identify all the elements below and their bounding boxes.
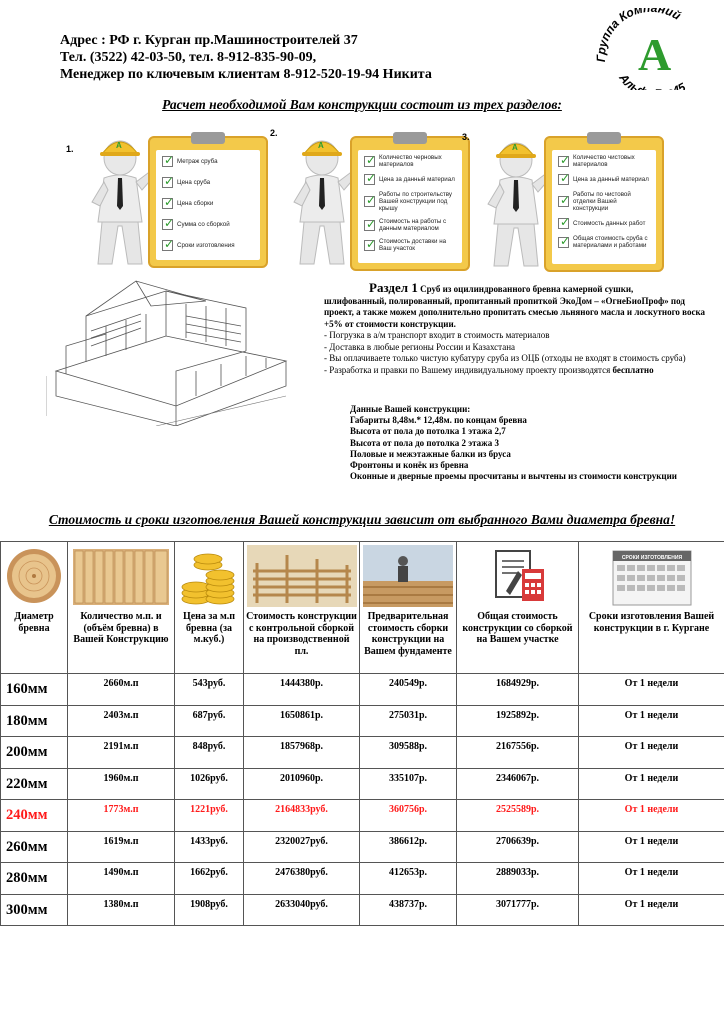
construction-cost-cell: 1444380р. (244, 674, 360, 706)
logo-emblem (596, 8, 706, 90)
checklist-item: ✓ Стоимость данных работ (558, 218, 650, 229)
checklist-item: ✓ Цена сруба (162, 177, 254, 188)
assembly-cost-cell: 275031р. (360, 705, 457, 737)
assembly-cost-cell: 335107р. (360, 768, 457, 800)
checklist-item: ✓ Стоимость доставки на Ваш участок (364, 238, 456, 252)
checklist-paper (156, 150, 260, 260)
checkbox-icon (364, 156, 375, 167)
assembly-cost-cell: 386612р. (360, 831, 457, 863)
section1-bullet: - Доставка в любые регионы России и Казахстана (324, 341, 516, 352)
table-row (1, 831, 724, 863)
checkbox-icon (364, 240, 375, 251)
table-row (1, 737, 724, 769)
section1-bullet: - Вы оплачиваете только чистую кубатуру сруба из ОЦБ (отходы не входят в стоимость сруба) (324, 353, 686, 363)
log-end-icon (4, 546, 64, 606)
price-table-body (1, 674, 724, 926)
section-title: Расчет необходимой Вам конструкции состоит из трех разделов: (162, 97, 562, 112)
quantity-cell: 1960м.п (68, 768, 175, 800)
total-cost-cell: 2346067р. (457, 768, 579, 800)
construction-cost-cell: 2164833руб. (244, 800, 360, 832)
assembly-cost-cell: 309588р. (360, 737, 457, 769)
quantity-cell: 1773м.п (68, 800, 175, 832)
construction-title: Данные Вашей конструкции: (350, 404, 471, 414)
price-cell: 1026руб. (175, 768, 244, 800)
price-cell: 848руб. (175, 737, 244, 769)
price-cell: 543руб. (175, 674, 244, 706)
table-header-row (1, 542, 724, 674)
step-number: 1. (66, 144, 74, 154)
company-logo (596, 8, 706, 90)
construction-cost-cell: 2320027руб. (244, 831, 360, 863)
section1-intro-lead: Сруб из оцилиндрованного бревна камерной сушки, (420, 284, 634, 294)
clipboard-clip (587, 132, 621, 144)
checkbox-icon (162, 177, 173, 188)
checklist-item: ✓ Метраж сруба (162, 156, 254, 167)
svg-text:А: А (116, 141, 122, 150)
diameter-cell: 280мм (1, 863, 68, 895)
table-row (1, 863, 724, 895)
quantity-cell: 2191м.п (68, 737, 175, 769)
step-panel-3 (458, 120, 668, 275)
col-assembly-cost: Предварительная стоимость сборки конструкции на Вашем фундаменте (360, 542, 457, 674)
helmet-man-figure (474, 132, 554, 272)
checkbox-icon (558, 156, 569, 167)
diameter-cell: 160мм (1, 674, 68, 706)
checklist-item: ✓ Работы по строительству Вашей конструкции под крышу (364, 191, 456, 212)
col-total-cost: Общая стоимость конструкции со сборкой на Вашем участке (457, 542, 579, 674)
col-diameter: Диаметр бревна (1, 542, 68, 674)
gold-coins-icon (178, 545, 240, 607)
diameter-cell: 300мм (1, 894, 68, 926)
production-time-cell: От 1 недели (579, 800, 724, 832)
production-time-cell: От 1 недели (579, 705, 724, 737)
quantity-cell: 1490м.п (68, 863, 175, 895)
construction-line: Высота от пола до потолка 1 этажа 2,7 (350, 426, 506, 437)
clipboard-clip (191, 132, 225, 144)
checkbox-icon (162, 240, 173, 251)
checkbox-icon (162, 198, 173, 209)
col-quantity: Количество м.п. и (объём бревна) в Вашей Конструкцию (68, 542, 175, 674)
checklist-paper (552, 150, 656, 264)
diameter-cell: 220мм (1, 768, 68, 800)
assembly-cost-cell: 240549р. (360, 674, 457, 706)
construction-line: Фронтоны и конёк из бревна (350, 460, 469, 471)
production-time-cell: От 1 недели (579, 768, 724, 800)
production-time-cell: От 1 недели (579, 831, 724, 863)
checkbox-icon (364, 196, 375, 207)
checklist-item: ✓ Цена сборки (162, 198, 254, 209)
quantity-cell: 2403м.п (68, 705, 175, 737)
calendar-icon (607, 545, 697, 607)
assembly-cost-cell: 360756р. (360, 800, 457, 832)
checklist-item: ✓ Цена за данный материал (364, 174, 456, 185)
price-cell: 687руб. (175, 705, 244, 737)
quantity-cell: 1619м.п (68, 831, 175, 863)
checkbox-icon (558, 174, 569, 185)
checkbox-icon (364, 174, 375, 185)
checklist-clipboard (544, 136, 664, 272)
checklist-item: ✓ Сумма со сборкой (162, 219, 254, 230)
checkbox-icon (558, 237, 569, 248)
calendar-label: СРОКИ ИЗГОТОВЛЕНИЯ (621, 555, 682, 561)
production-time-cell: От 1 недели (579, 894, 724, 926)
section1-free-text: бесплатно (612, 364, 654, 375)
step-panel-1 (62, 120, 272, 270)
table-row (1, 705, 724, 737)
table-title: Стоимость и сроки изготовления Вашей конструкции зависит от выбранного Вами диаметра бревна! (48, 512, 676, 527)
col-price: Цена за м.п бревна (за м.куб.) (175, 542, 244, 674)
checklist-item: ✓ Работы по чистовой отделки Вашей конструкции (558, 191, 650, 212)
logo-letter: А (638, 29, 672, 80)
quantity-cell: 1380м.п (68, 894, 175, 926)
phones-line: Тел. (3522) 42-03-50, тел. 8-912-835-90-09, (60, 50, 317, 65)
checklist-item: ✓ Цена за данный материал (558, 174, 650, 185)
checklist-clipboard (350, 136, 470, 271)
diameter-cell: 240мм (1, 800, 68, 832)
construction-cost-cell: 2633040руб. (244, 894, 360, 926)
construction-cost-cell: 1857968р. (244, 737, 360, 769)
checklist-clipboard (148, 136, 268, 268)
construction-data (330, 404, 720, 482)
checkbox-icon (162, 156, 173, 167)
address-line: Адрес : РФ г. Курган пр.Машиностроителей 37 (60, 33, 358, 48)
checkbox-icon (558, 196, 569, 207)
production-time-cell: От 1 недели (579, 863, 724, 895)
checklist-paper (358, 150, 462, 263)
clipboard-clip (393, 132, 427, 144)
price-cell: 1662руб. (175, 863, 244, 895)
contact-header (60, 32, 432, 83)
price-table (0, 541, 724, 926)
construction-line: Оконные и дверные проемы просчитаны и вычтены из стоимости конструкции (350, 471, 677, 482)
checkbox-icon (558, 218, 569, 229)
diameter-cell: 180мм (1, 705, 68, 737)
house-wireframe-drawing (46, 276, 296, 426)
table-row (1, 674, 724, 706)
section1-description (324, 282, 709, 376)
logo-top-text: уппа Компаний (596, 8, 684, 49)
checkbox-icon (162, 219, 173, 230)
total-cost-cell: 2889033р. (457, 863, 579, 895)
helmet-man-figure (280, 130, 360, 270)
col-construction-cost: Стоимость конструкции с контрольной сборкой на производственной пл. (244, 542, 360, 674)
assembly-cost-cell: 412653р. (360, 863, 457, 895)
section1-intro-rest: шлифованный, полированный, пропитанный пропиткой ЭкоДом – «ОгнеБиоПроф» под проект, а также можем дополнительно пропитать смесью льняного масла и лоскутного воска +5% от стоимости конструкции. (324, 295, 706, 329)
checklist-item: ✓ Сроки изготовления (162, 240, 254, 251)
log-frame-photo-icon (247, 545, 357, 607)
assembly-photo-icon (363, 545, 453, 607)
production-time-cell: От 1 недели (579, 737, 724, 769)
svg-text:А: А (512, 143, 518, 152)
diameter-cell: 260мм (1, 831, 68, 863)
helmet-man-figure (78, 130, 158, 270)
svg-text:А: А (318, 141, 324, 150)
table-row (1, 800, 724, 832)
assembly-cost-cell: 438737р. (360, 894, 457, 926)
checklist-item: ✓ Стоимость на работы с данным материалом (364, 218, 456, 232)
total-cost-cell: 1684929р. (457, 674, 579, 706)
quantity-cell: 2660м.п (68, 674, 175, 706)
section1-heading: Раздел 1 (369, 280, 418, 295)
total-cost-cell: 2167556р. (457, 737, 579, 769)
construction-cost-cell: 1650861р. (244, 705, 360, 737)
logo-bottom-text: Аль 5 (616, 71, 688, 90)
section1-bullet: - Разработка и правки по Вашему индивидуальному проекту производятся (324, 364, 611, 375)
construction-line: Половые и межэтажные балки из бруса (350, 448, 511, 459)
checklist-item: ✓ Общая стоимость сруба с материалами и работами (558, 235, 650, 249)
total-cost-cell: 3071777р. (457, 894, 579, 926)
price-cell: 1221руб. (175, 800, 244, 832)
total-cost-cell: 1925892р. (457, 705, 579, 737)
construction-cost-cell: 2476380руб. (244, 863, 360, 895)
col-production-time: СРОКИ ИЗГОТОВЛЕНИЯ Сроки изготовления Вашей конструкции в г. Кургане (579, 542, 724, 674)
total-cost-cell: 2525589р. (457, 800, 579, 832)
step-number: 2. (270, 128, 278, 138)
construction-cost-cell: 2010960р. (244, 768, 360, 800)
diameter-cell: 200мм (1, 737, 68, 769)
section1-bullet: - Погрузка в а/м транспорт входит в стоимость материалов (324, 330, 550, 340)
checkbox-icon (364, 220, 375, 231)
step-panel-2 (266, 118, 476, 273)
step-number: 3. (462, 132, 470, 142)
production-time-cell: От 1 недели (579, 674, 724, 706)
log-stack-icon (71, 545, 171, 607)
manager-line: Менеджер по ключевым клиентам 8-912-520-19-94 Никита (60, 67, 432, 82)
table-row (1, 768, 724, 800)
construction-line: Габариты 8,48м.* 12,48м. по концам бревна (350, 415, 527, 426)
table-row (1, 894, 724, 926)
document-calculator-icon (488, 545, 548, 607)
total-cost-cell: 2706639р. (457, 831, 579, 863)
checklist-item: ✓ Количество чистовых материалов (558, 154, 650, 168)
construction-line: Высота от пола до потолка 2 этажа 3 (350, 437, 499, 448)
price-cell: 1908руб. (175, 894, 244, 926)
checklist-item: ✓ Количество черновых материалов (364, 154, 456, 168)
price-cell: 1433руб. (175, 831, 244, 863)
